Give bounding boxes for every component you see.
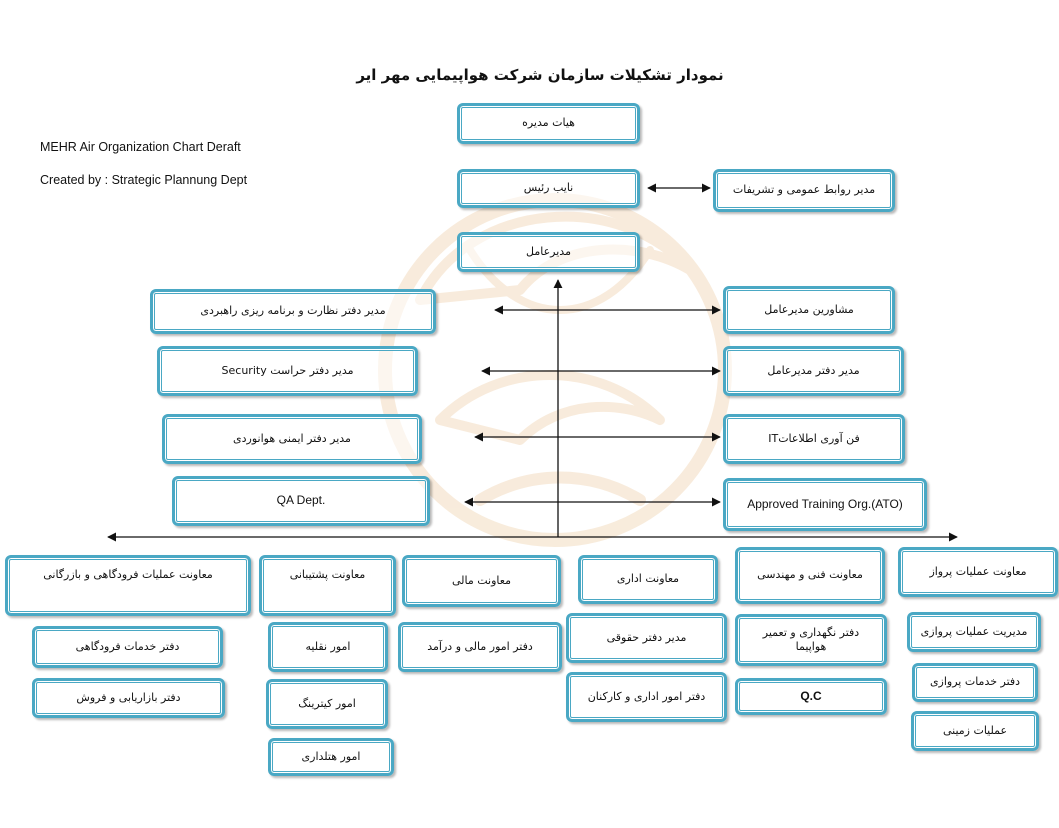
node-flight-ops-management: مدیریت عملیات پروازی [907, 612, 1041, 652]
node-aviation-safety: مدیر دفتر ایمنی هوانوردی [162, 414, 422, 464]
node-vice-chairman: نایب رئیس [457, 169, 640, 208]
chart-subtitle: MEHR Air Organization Chart Deraft [40, 140, 241, 154]
node-ceo-office: مدیر دفتر مدیرعامل [723, 346, 904, 396]
node-transport: امور نقلیه [268, 622, 388, 672]
node-qc: Q.C [735, 678, 887, 715]
node-deputy-support: معاونت پشتیبانی [259, 555, 396, 616]
node-ceo-advisors: مشاورین مدیرعامل [723, 286, 895, 334]
node-board: هیات مدیره [457, 103, 640, 144]
created-by-label: Created by : Strategic Plannung Dept [40, 173, 248, 187]
node-deputy-technical: معاونت فنی و مهندسی [735, 547, 885, 604]
node-aircraft-maintenance: دفتر نگهداری و تعمیر هواپیما [735, 614, 887, 666]
node-catering: امور کیترینگ [266, 679, 388, 729]
node-deputy-admin: معاونت اداری [578, 555, 718, 604]
node-ato: Approved Training Org.(ATO) [723, 478, 927, 531]
node-deputy-flight-ops: معاونت عملیات پرواز [898, 547, 1058, 597]
node-security: مدیر دفتر حراست Security [157, 346, 418, 396]
node-strategic-planning: مدیر دفتر نظارت و برنامه ریزی راهبردی [150, 289, 436, 334]
node-legal-office: مدیر دفتر حقوقی [566, 613, 727, 663]
chart-title: نمودار تشکیلات سازمان شرکت هواپیمایی مهر ایر [356, 66, 724, 84]
node-qa-dept: QA Dept. [172, 476, 430, 526]
node-deputy-finance: معاونت مالی [402, 555, 561, 607]
node-flight-services: دفتر خدمات پروازی [912, 663, 1038, 702]
node-marketing-sales: دفتر بازاریابی و فروش [32, 678, 225, 718]
node-hr-office: دفتر امور اداری و کارکنان [566, 672, 727, 722]
node-it: فن آوری اطلاعاتIT [723, 414, 905, 464]
node-airport-services: دفتر خدمات فرودگاهی [32, 626, 223, 668]
node-finance-office: دفتر امور مالی و درآمد [398, 622, 562, 672]
node-deputy-airport-ops: معاونت عملیات فرودگاهی و بازرگانی [5, 555, 251, 616]
node-public-relations: مدیر روابط عمومی و تشریفات [713, 169, 895, 212]
node-ground-ops: عملیات زمینی [911, 711, 1039, 751]
node-hotel-affairs: امور هتلداری [268, 738, 394, 776]
node-ceo: مدیرعامل [457, 232, 640, 272]
